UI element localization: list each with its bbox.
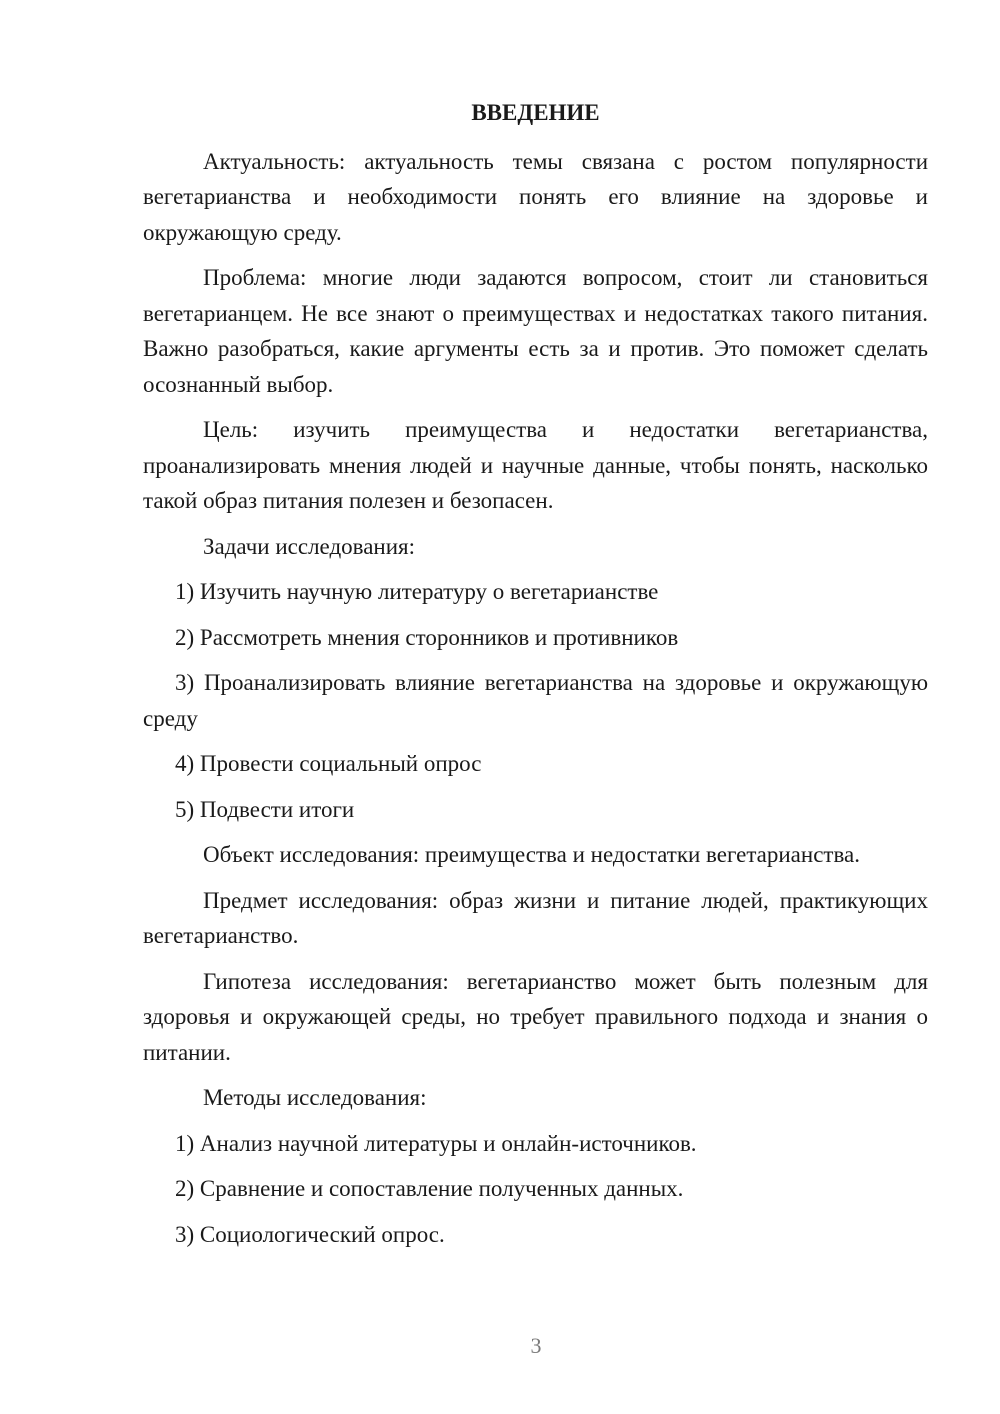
document-page [143, 95, 928, 1262]
task-item: 4) Провести социальный опрос [175, 751, 482, 776]
page-title: ВВЕДЕНИЕ [471, 100, 600, 125]
tasks-heading: Задачи исследования: [203, 533, 416, 559]
task-item: 2) Рассмотреть мнения сторонников и противников [175, 624, 679, 650]
task-item: 1) Изучить научную литературу о вегетарианстве [175, 579, 659, 604]
paragraph-subject: Предмет исследования: образ жизни и питание людей, практикующих вегетарианство. [143, 887, 928, 948]
paragraph-relevance: Актуальность: актуальность темы связана с ростом популярности вегетарианства и необходимости понять его влияние на здоровье и окружающую среду. [143, 148, 928, 245]
paragraph-object: Объект исследования: преимущества и недостатки вегетарианства. [203, 842, 860, 867]
task-item: 5) Подвести итоги [175, 796, 355, 822]
page-number: 3 [530, 1333, 542, 1358]
method-item: 2) Сравнение и сопоставление полученных данных. [175, 1176, 684, 1201]
paragraph-goal: Цель: изучить преимущества и недостатки вегетарианства, проанализировать мнения людей и научные данные, чтобы понять, насколько такой образ питания полезен и безопасен. [143, 417, 928, 513]
paragraph-problem: Проблема: многие люди задаются вопросом, стоит ли становиться вегетарианцем. Не все знают о преимуществах и недостатках такого питания. Важно разобраться, какие аргументы есть за и против. Это поможет сделать осознанный выбор. [143, 265, 928, 397]
task-item: 3) Проанализировать влияние вегетарианства на здоровье и окружающую среду [143, 670, 928, 731]
method-item: 3) Социологический опрос. [175, 1221, 445, 1247]
paragraph-hypothesis: Гипотеза исследования: вегетарианство может быть полезным для здоровья и окружающей среды, но требует правильного подхода и знания о питании. [143, 968, 928, 1065]
methods-heading: Методы исследования: [203, 1085, 427, 1110]
method-item: 1) Анализ научной литературы и онлайн-источников. [175, 1130, 697, 1156]
